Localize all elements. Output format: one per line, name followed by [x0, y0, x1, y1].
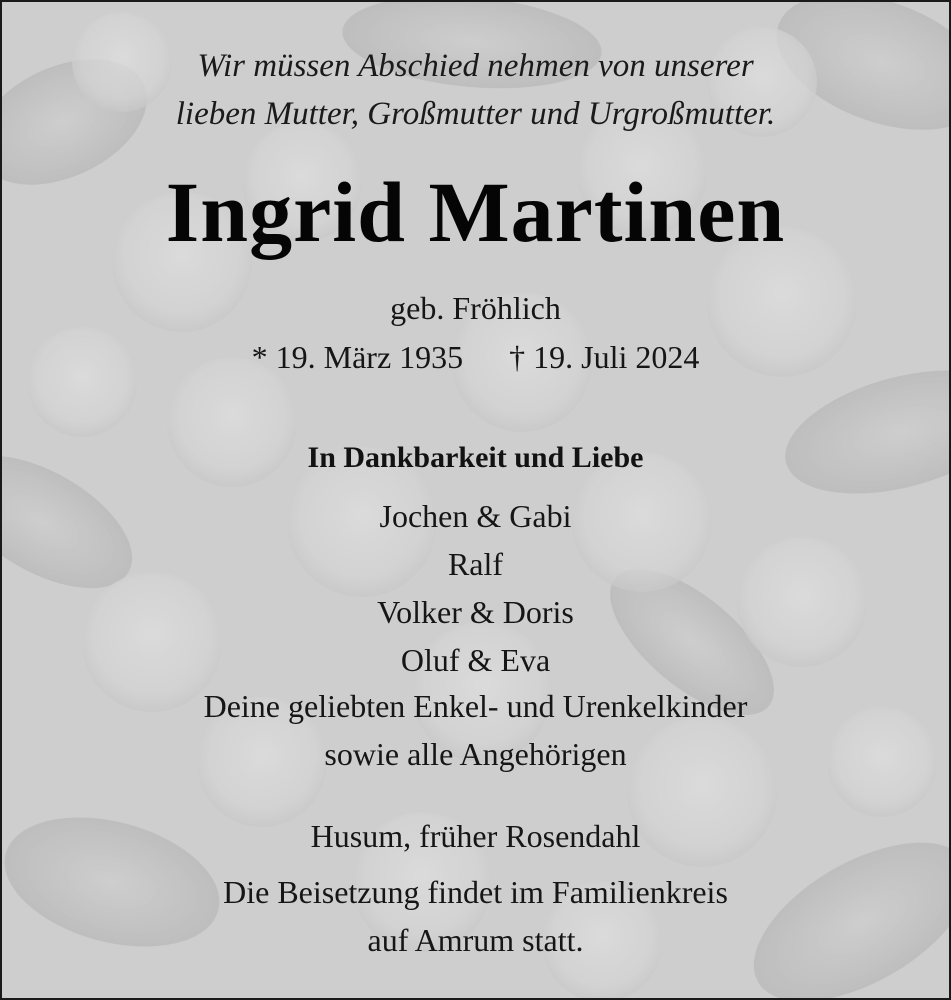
mourner-line: Jochen & Gabi: [379, 498, 572, 534]
mourner-line: Oluf & Eva: [400, 642, 551, 678]
maiden-name: geb. Fröhlich: [390, 290, 561, 326]
life-dates: [2, 337, 949, 377]
dedication: In Dankbarkeit und Liebe: [307, 441, 644, 474]
mourner-line: Volker & Doris: [377, 594, 574, 630]
birth-date: * 19. März 1935: [251, 339, 464, 375]
mourner-line: Deine geliebten Enkel- und Urenkelkinder: [203, 688, 748, 724]
obituary-text: [2, 2, 949, 998]
intro-line-2: lieben Mutter, Großmutter und Urgroßmutter.: [175, 96, 776, 132]
place: Husum, früher Rosendahl: [310, 818, 641, 854]
funeral-line-1: Die Beisetzung findet im Familienkreis: [223, 874, 728, 910]
mourner-line: sowie alle Angehörigen: [324, 736, 627, 772]
intro-line-1: Wir müssen Abschied nehmen von unserer: [197, 48, 754, 84]
death-date: † 19. Juli 2024: [509, 339, 700, 375]
mourner-line: Ralf: [447, 546, 504, 582]
funeral-line-2: auf Amrum statt.: [367, 922, 584, 958]
deceased-name: Ingrid Martinen: [165, 164, 786, 260]
